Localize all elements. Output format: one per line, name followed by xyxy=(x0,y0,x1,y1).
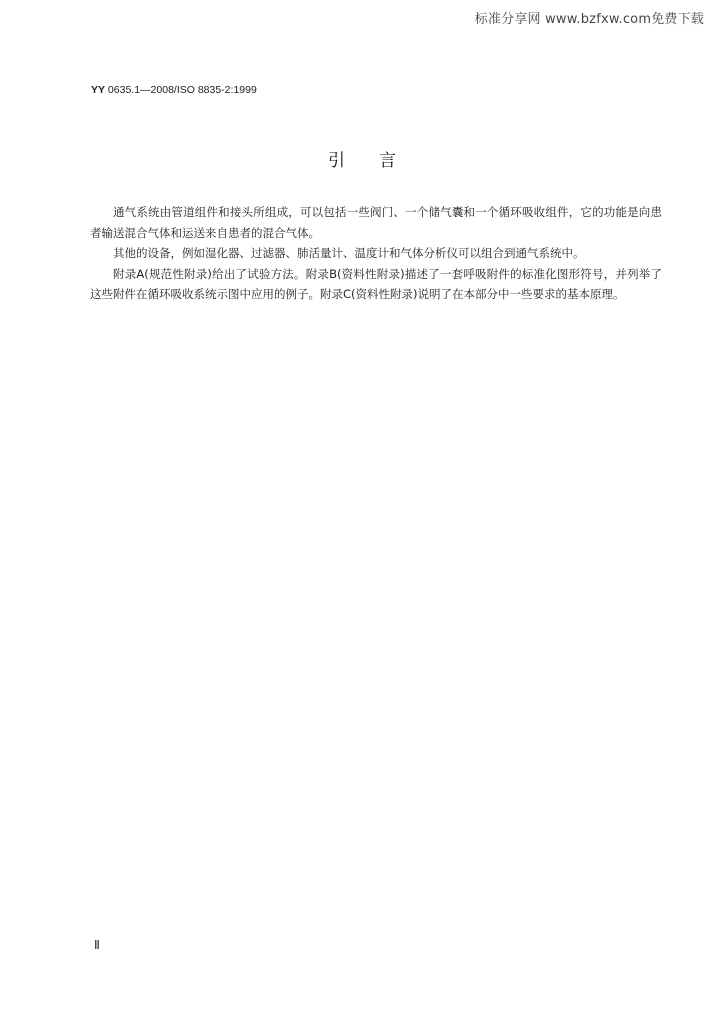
paragraph-ventilation-system: 通气系统由管道组件和接头所组成，可以包括一些阀门、一个储气囊和一个循环吸收组件，它的功能是向患者输送混合气体和运送来自患者的混合气体。 xyxy=(90,205,662,240)
page-title: 引言 xyxy=(328,151,430,171)
paragraph-other-equipment: 其他的设备，例如湿化器、过滤器、肺活量计、温度计和气体分析仪可以组合到通气系统中。 xyxy=(113,246,585,260)
paragraph-annexes: 附录A(规范性附录)给出了试验方法。附录B(资料性附录)描述了一套呼吸附件的标准化图形符号，并列举了这些附件在循环吸收系统示图中应用的例子。附录C(资料性附录)说明了在本部分中一些要求的基本原理。 xyxy=(90,266,662,301)
standard-code xyxy=(91,84,257,96)
page-number: Ⅱ xyxy=(94,938,100,952)
standard-prefix: YY xyxy=(91,84,106,96)
standard-number: 0635.1—2008/ISO 8835-2:1999 xyxy=(105,84,257,96)
watermark-text: 标准分享网 www.bzfxw.com免费下载 xyxy=(474,12,704,27)
introduction-body xyxy=(90,202,662,305)
